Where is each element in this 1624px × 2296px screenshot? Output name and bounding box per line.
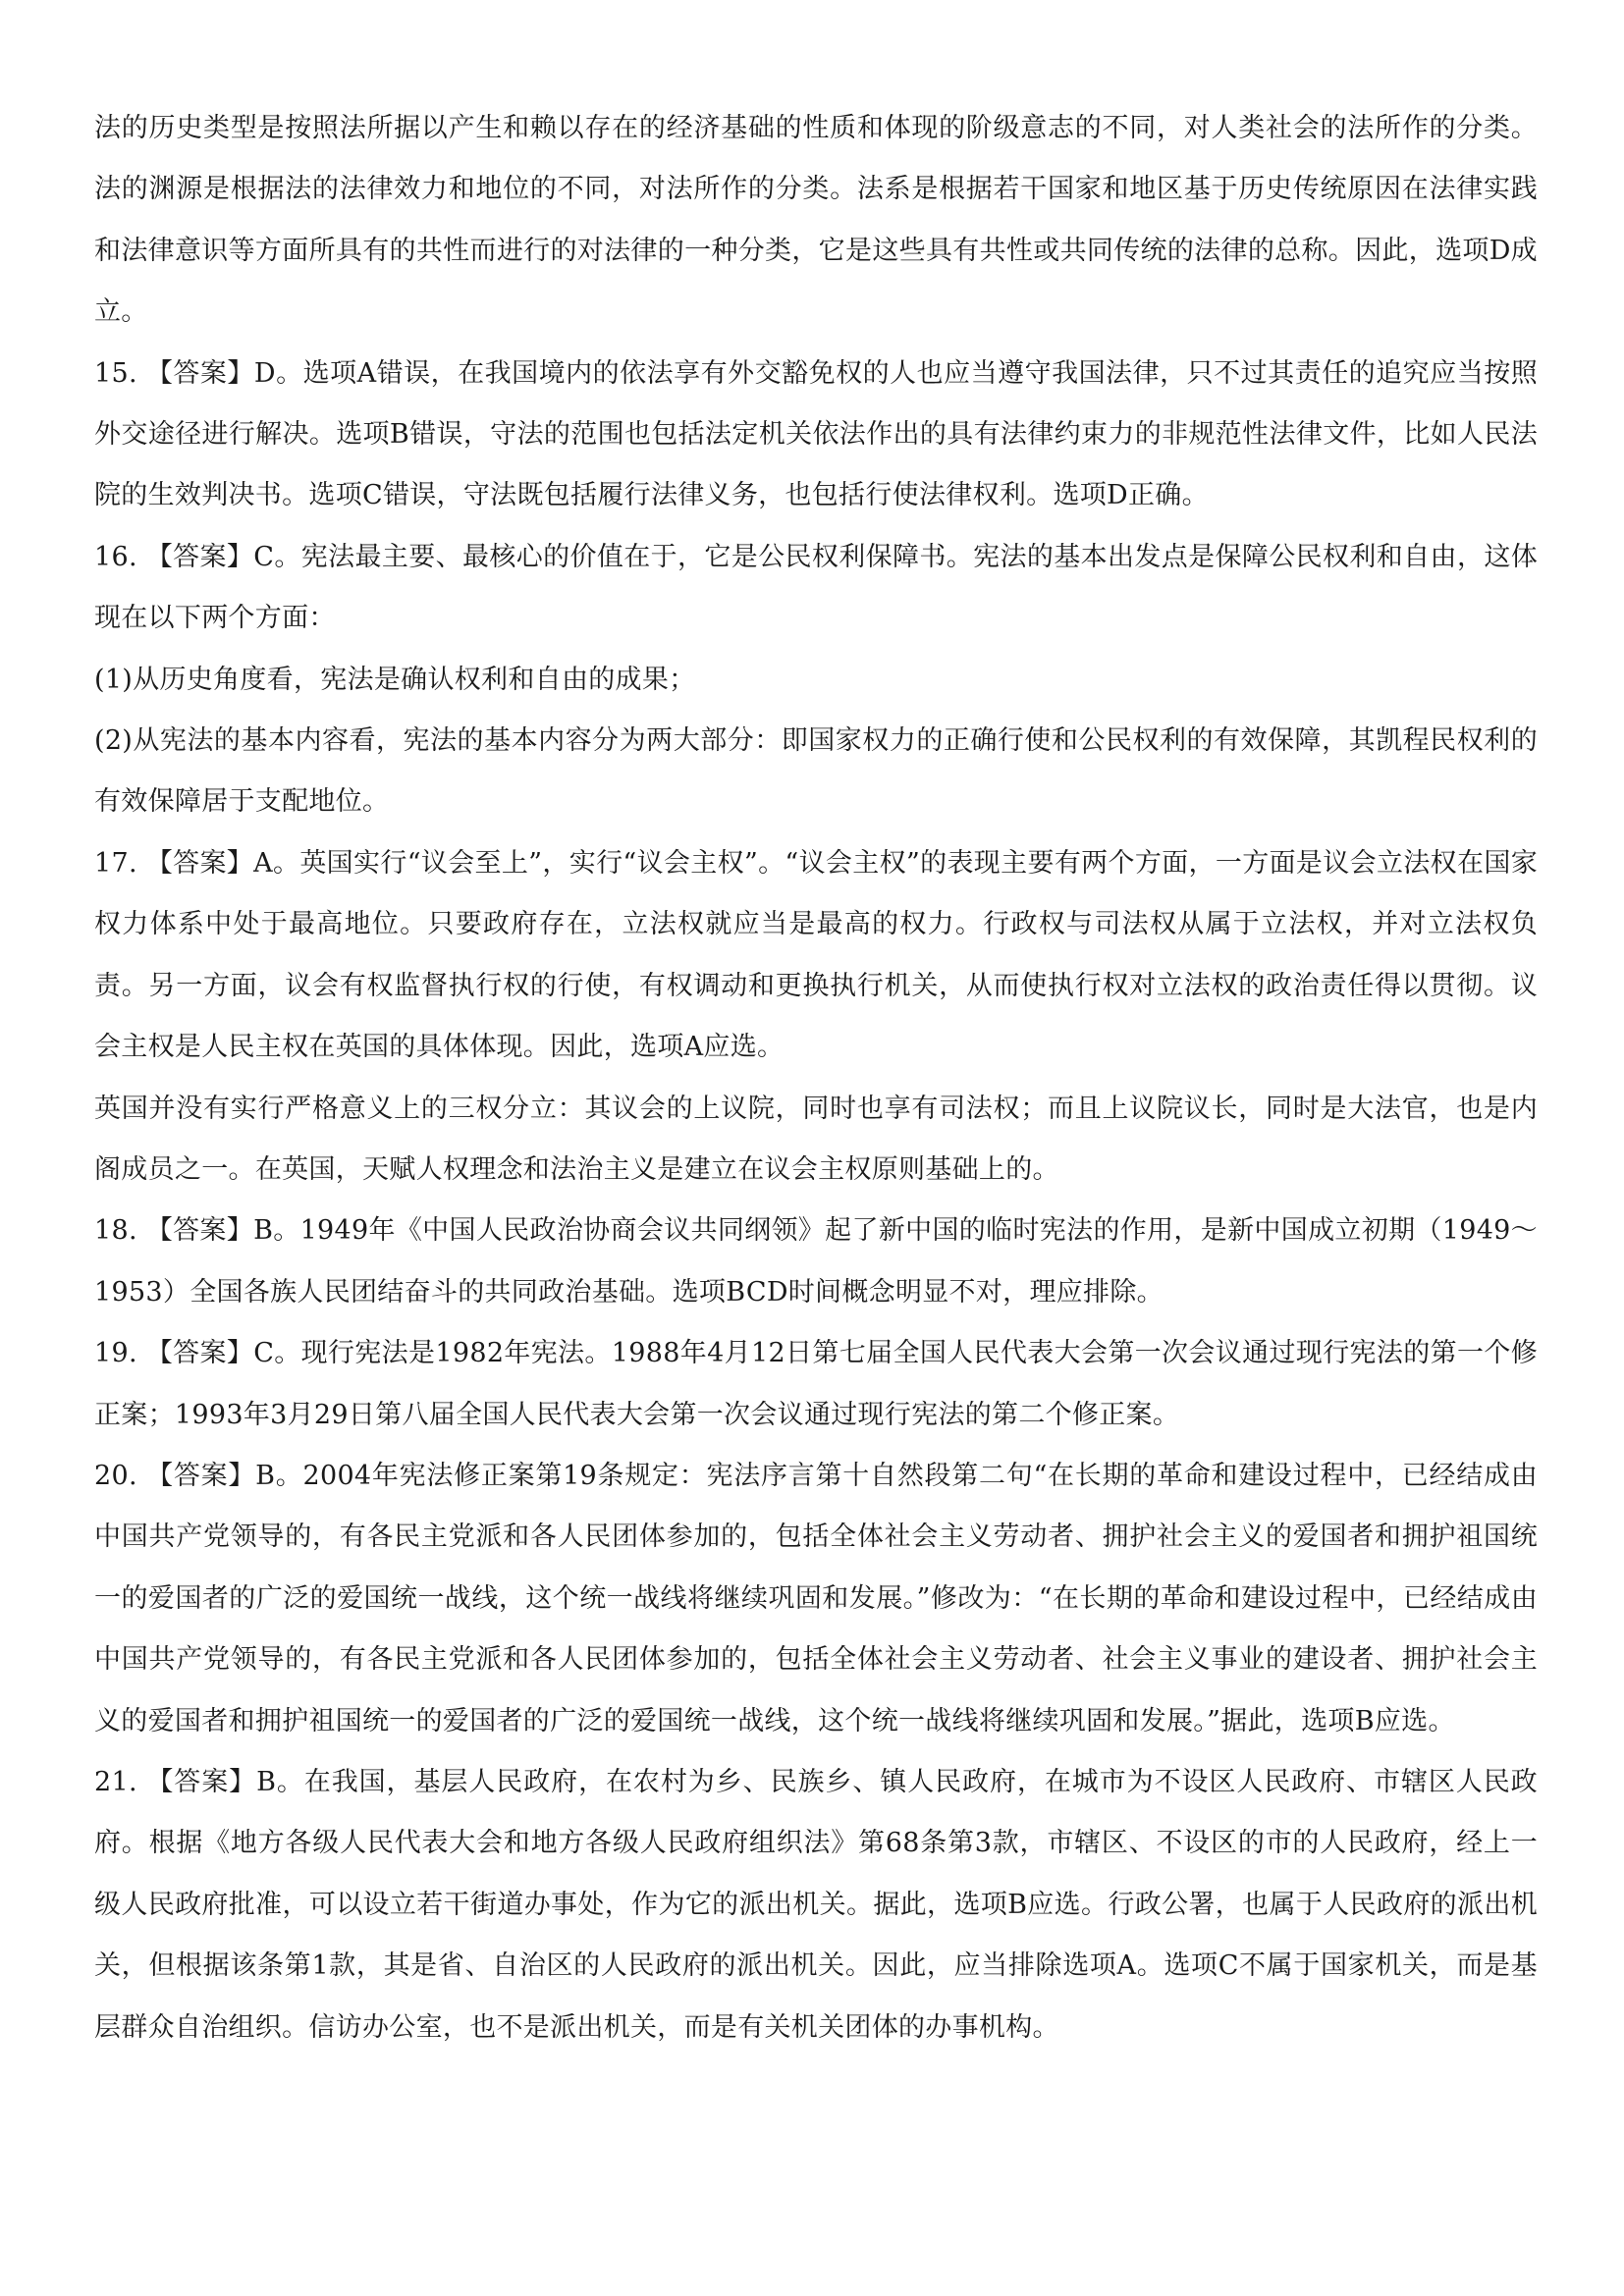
paragraph-q17-answer: 17. 【答案】A。英国实行“议会至上”，实行“议会主权”。“议会主权”的表现主要有两个方面，一方面是议会立法权在国家权力体系中处于最高地位。只要政府存在，立法权就应当是最高的权力。行政权与司法权从属于立法权，并对立法权负责。另一方面，议会有权监督执行权的行使，有权调动和更换执行机关，从而使执行权对立法权的政治责任得以贯彻。议会主权是人民主权在英国的具体体现。因此，选项A应选。 (94, 847, 1538, 1063)
paragraph-q19-answer: 19. 【答案】C。现行宪法是1982年宪法。1988年4月12日第七届全国人民代表大会第一次会议通过现行宪法的第一个修正案；1993年3月29日第八届全国人民代表大会第一次会议通过现行宪法的第二个修正案。 (94, 1338, 1538, 1430)
paragraph-q18-answer: 18. 【答案】B。1949年《中国人民政治协商会议共同纲领》起了新中国的临时宪法的作用，是新中国成立初期（1949～1953）全国各族人民团结奋斗的共同政治基础。选项BCD时间概念明显不对，理应排除。 (94, 1215, 1538, 1308)
paragraph-q16-point-2: (2)从宪法的基本内容看，宪法的基本内容分为两大部分：即国家权力的正确行使和公民权利的有效保障，其凯程民权利的有效保障居于支配地位。 (94, 725, 1538, 818)
paragraph-q16-point-1: (1)从历史角度看，宪法是确认权利和自由的成果； (94, 664, 696, 695)
paragraph-q20-answer: 20. 【答案】B。2004年宪法修正案第19条规定：宪法序言第十自然段第二句“在长期的革命和建设过程中，已经结成由中国共产党领导的，有各民主党派和各人民团体参加的，包括全体社会主义劳动者、拥护社会主义的爱国者和拥护祖国统一的爱国者的广泛的爱国统一战线，这个统一战线将继续巩固和发展。”修改为：“在长期的革命和建设过程中，已经结成由中国共产党领导的，有各民主党派和各人民团体参加的，包括全体社会主义劳动者、社会主义事业的建设者、拥护社会主义的爱国者和拥护祖国统一的爱国者的广泛的爱国统一战线，这个统一战线将继续巩固和发展。”据此，选项B应选。 (94, 1460, 1538, 1736)
paragraph-q17-note: 英国并没有实行严格意义上的三权分立：其议会的上议院，同时也享有司法权；而且上议院议长，同时是大法官，也是内阁成员之一。在英国，天赋人权理念和法治主义是建立在议会主权原则基础上的。 (94, 1093, 1538, 1185)
paragraph-q14-continuation: 法的历史类型是按照法所据以产生和赖以存在的经济基础的性质和体现的阶级意志的不同，对人类社会的法所作的分类。法的渊源是根据法的法律效力和地位的不同，对法所作的分类。法系是根据若干国家和地区基于历史传统原因在法律实践和法律意识等方面所具有的共性而进行的对法律的一种分类，它是这些具有共性或共同传统的法律的总称。因此，选项D成立。 (94, 113, 1538, 328)
paragraph-q21-answer: 21. 【答案】B。在我国，基层人民政府，在农村为乡、民族乡、镇人民政府，在城市为不设区人民政府、市辖区人民政府。根据《地方各级人民代表大会和地方各级人民政府组织法》第68条第3款，市辖区、不设区的市的人民政府，经上一级人民政府批准，可以设立若干街道办事处，作为它的派出机关。据此，选项B应选。行政公署，也属于人民政府的派出机关，但根据该条第1款，其是省、自治区的人民政府的派出机关。因此，应当排除选项A。选项C不属于国家机关，而是基层群众自治组织。信访办公室，也不是派出机关，而是有关机关团体的办事机构。 (94, 1766, 1538, 2043)
paragraph-q16-answer: 16. 【答案】C。宪法最主要、最核心的价值在于，它是公民权利保障书。宪法的基本出发点是保障公民权利和自由，这体现在以下两个方面： (94, 541, 1538, 634)
paragraph-q15-answer: 15. 【答案】D。选项A错误，在我国境内的依法享有外交豁免权的人也应当遵守我国法律，只不过其责任的追究应当按照外交途径进行解决。选项B错误，守法的范围也包括法定机关依法作出的具有法律约束力的非规范性法律文件，比如人民法院的生效判决书。选项C错误，守法既包括履行法律义务，也包括行使法律权利。选项D正确。 (94, 357, 1538, 511)
document-page (94, 98, 1538, 2058)
